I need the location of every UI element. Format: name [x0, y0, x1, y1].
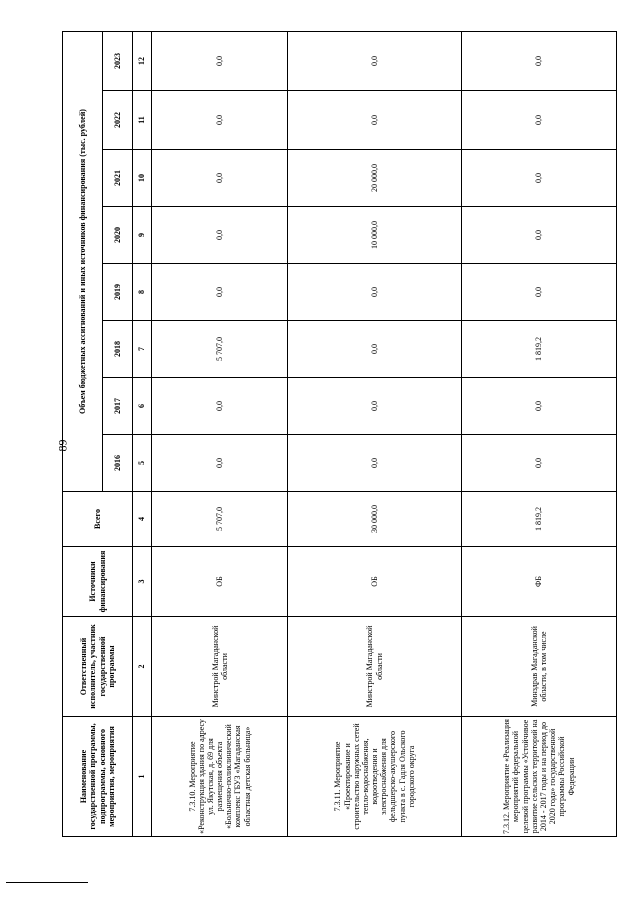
row-total: 30 000,0	[288, 492, 462, 547]
row-value: 0,0	[461, 435, 616, 492]
row-value: 0,0	[288, 378, 462, 435]
row-value: 0,0	[288, 321, 462, 378]
page-number: 89	[55, 439, 70, 452]
row-value: 10 000,0	[288, 207, 462, 264]
header-year: 2019	[103, 264, 133, 321]
row-value: 0,0	[461, 378, 616, 435]
column-number: 7	[133, 321, 152, 378]
row-source: ОБ	[152, 547, 288, 617]
row-value: 0,0	[461, 91, 616, 150]
row-value: 0,0	[288, 435, 462, 492]
row-value: 0,0	[288, 31, 462, 90]
row-value: 0,0	[152, 150, 288, 207]
row-value: 0,0	[461, 31, 616, 90]
header-year: 2016	[103, 435, 133, 492]
column-number: 8	[133, 264, 152, 321]
column-number: 2	[133, 617, 152, 717]
row-executor: Минстрой Магаданской области	[152, 617, 288, 717]
row-value: 0,0	[461, 150, 616, 207]
header-year: 2021	[103, 150, 133, 207]
header-executor: Ответственный исполнитель, участник государственной программы	[63, 617, 133, 717]
column-number: 4	[133, 492, 152, 547]
row-executor: Минздрав Магаданской области, в том числе	[461, 617, 616, 717]
row-total: 5 707,0	[152, 492, 288, 547]
column-number: 12	[133, 31, 152, 90]
row-source: ФБ	[461, 547, 616, 617]
header-financing-group: Объем бюджетных ассигнований и иных источников финансирования (тыс. рублей)	[63, 31, 103, 491]
row-value: 0,0	[288, 91, 462, 150]
row-total: 1 819,2	[461, 492, 616, 547]
financing-table	[62, 31, 617, 837]
table-row	[461, 31, 616, 836]
header-year: 2023	[103, 31, 133, 90]
header-year: 2017	[103, 378, 133, 435]
column-number: 1	[133, 717, 152, 837]
row-value: 0,0	[152, 378, 288, 435]
column-number: 11	[133, 91, 152, 150]
column-number: 6	[133, 378, 152, 435]
header-program-name: Наименование государственной программы, подпрограммы, основного мероприятия, мероприятия	[63, 717, 133, 837]
row-value: 0,0	[152, 91, 288, 150]
row-value: 5 707,0	[152, 321, 288, 378]
column-number: 5	[133, 435, 152, 492]
row-value: 0,0	[152, 435, 288, 492]
row-value: 20 000,0	[288, 150, 462, 207]
row-name: 7.3.10. Мероприятие «Реконструкция здания по адресу ул. Якутская, д. 69 для размещения объекта «Больнично-поликлинический комплекс ГБУЗ «Магаданская областная детская больница»	[152, 717, 288, 837]
row-name: 7.3.11. Мероприятие «Проектирование и строительство наружных сетей тепло-водоснабжения, водоотведения и электроснабжения для фельдшерско-акушерского пункта в с. Гадля Ольского городского округа	[288, 717, 462, 837]
column-number: 10	[133, 150, 152, 207]
table-row	[288, 31, 462, 836]
row-value: 0,0	[288, 264, 462, 321]
table-row	[152, 31, 288, 836]
row-value: 1 819,2	[461, 321, 616, 378]
row-value: 0,0	[152, 264, 288, 321]
row-source: ОБ	[288, 547, 462, 617]
row-value: 0,0	[461, 264, 616, 321]
row-value: 0,0	[152, 207, 288, 264]
row-value: 0,0	[461, 207, 616, 264]
row-executor: Минстрой Магаданской области	[288, 617, 462, 717]
header-year: 2020	[103, 207, 133, 264]
rotated-table-container	[62, 32, 617, 837]
row-name: 7.3.12. Мероприятие «Реализация мероприятий федеральной целевой программы «Устойчивое развитие сельских территорий на 2014 - 2017 годы и на период до 2020 года» государственной программы Российской Федерации	[461, 717, 616, 837]
header-source: Источники финансирования	[63, 547, 133, 617]
header-year: 2018	[103, 321, 133, 378]
header-year: 2022	[103, 91, 133, 150]
column-number: 3	[133, 547, 152, 617]
header-total: Всего	[63, 492, 133, 547]
row-value: 0,0	[152, 31, 288, 90]
footnote-divider	[6, 882, 88, 883]
column-number: 9	[133, 207, 152, 264]
